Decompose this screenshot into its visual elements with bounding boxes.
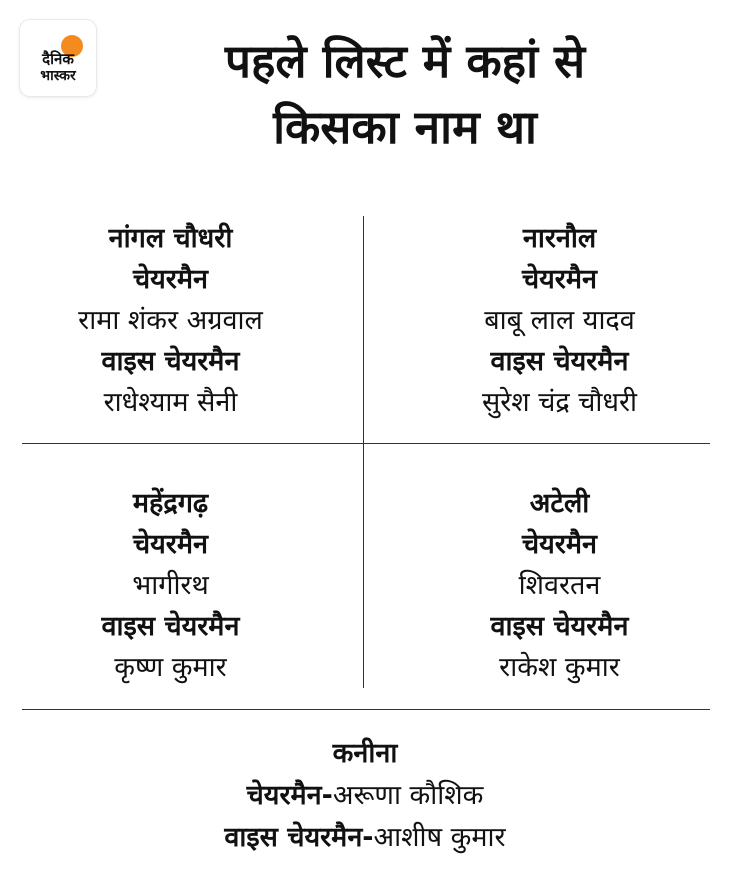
vice-chairman-name: राधेश्याम सैनी: [103, 387, 238, 418]
section-divider: [22, 709, 710, 710]
cell-ateli: [389, 483, 730, 688]
vice-chairman-label: वाइस चेयरमैन: [490, 346, 629, 377]
vice-chairman-line: [0, 817, 730, 859]
title-line-1: पहले लिस्ट में कहां से: [224, 34, 586, 88]
vice-chairman-label: वाइस चेयरमैन: [490, 611, 629, 642]
cell-nangal-chaudhary: [0, 218, 341, 423]
vice-chairman-label: वाइस चेयरमैन: [101, 346, 240, 377]
logo-text-line2: भास्कर: [40, 68, 76, 84]
vice-chairman-name: कृष्ण कुमार: [114, 652, 227, 683]
place-name: नांगल चौधरी: [108, 223, 233, 254]
chairman-name: भागीरथ: [132, 570, 209, 601]
place-name: अटेली: [529, 488, 590, 519]
cell-kanina: [0, 733, 730, 859]
place-name: कनीना: [332, 738, 398, 769]
vice-chairman-name: राकेश कुमार: [499, 652, 620, 683]
chairman-label: चेयरमैन: [133, 529, 208, 560]
cell-mahendragarh: [0, 483, 341, 688]
chairman-label: चेयरमैन: [522, 529, 597, 560]
place-name: नारनौल: [522, 223, 597, 254]
chairman-line: [0, 775, 730, 817]
cell-narnaul: [389, 218, 730, 423]
chairman-name: शिवरतन: [518, 570, 601, 601]
grid-divider-vertical-bottom: [363, 444, 364, 688]
vice-chairman-name: आशीष कुमार: [373, 822, 506, 853]
dainik-bhaskar-logo: [20, 20, 96, 96]
chairman-name: अरूणा कौशिक: [332, 780, 484, 811]
page-title: [110, 28, 700, 160]
logo-text-line1: दैनिक: [42, 50, 74, 68]
vice-chairman-label: वाइस चेयरमैन: [101, 611, 240, 642]
chairman-name: रामा शंकर अग्रवाल: [78, 305, 263, 336]
grid-divider-vertical-top: [363, 216, 364, 444]
chairman-name: बाबू लाल यादव: [484, 305, 635, 336]
place-name: महेंद्रगढ़: [132, 488, 209, 519]
chairman-label: चेयरमैन-: [246, 780, 333, 811]
chairman-label: चेयरमैन: [522, 264, 597, 295]
grid-divider-horizontal: [22, 443, 710, 444]
vice-chairman-name: सुरेश चंद्र चौधरी: [481, 387, 638, 418]
chairman-label: चेयरमैन: [133, 264, 208, 295]
vice-chairman-label: वाइस चेयरमैन-: [224, 822, 374, 853]
title-line-2: किसका नाम था: [273, 100, 537, 154]
